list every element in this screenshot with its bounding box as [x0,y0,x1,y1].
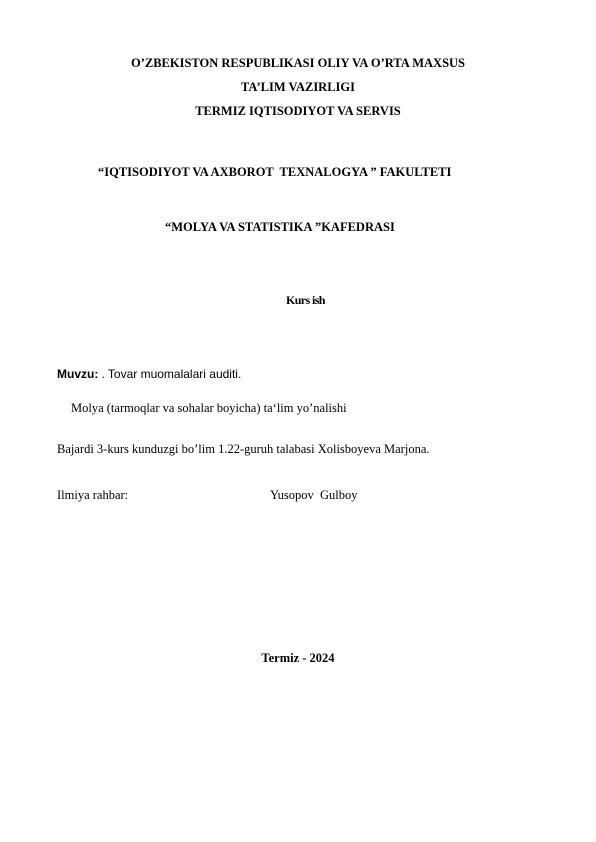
performer-info: Bajardi 3-kurs kunduzgi bo’lim 1.22-guruh talabasi Xolisboyeva Marjona. [57,442,430,456]
topic-value: . Tovar muomalalari auditi. [101,367,242,381]
supervisor-label: Ilmiya rahbar: [57,488,129,502]
ministry-title-line2: TA’LIM VAZIRLIGI [240,80,356,94]
topic-label: Muvzu: [57,367,99,381]
department-name: “MOLYA VA STATISTIKA ”KAFEDRASI [165,220,395,234]
ministry-title-line1: O’ZBEKISTON RESPUBLIKASI OLIY VA O’RTA MAXSUS [130,56,466,70]
institute-name: TERMIZ IQTISODIYOT VA SERVIS [195,104,401,118]
faculty-name: “IQTISODIYOT VA AXBOROT TEXNALOGYA ” FAKULTETI [98,165,452,179]
work-type: Kurs ish [286,293,325,307]
study-direction: Molya (tarmoqlar va sohalar boyicha) ta‘lim yo’nalishi [71,401,347,415]
place-year: Termiz - 2024 [261,651,335,665]
topic-row [57,366,241,382]
supervisor-name: Yusopov Gulboy [270,488,358,502]
